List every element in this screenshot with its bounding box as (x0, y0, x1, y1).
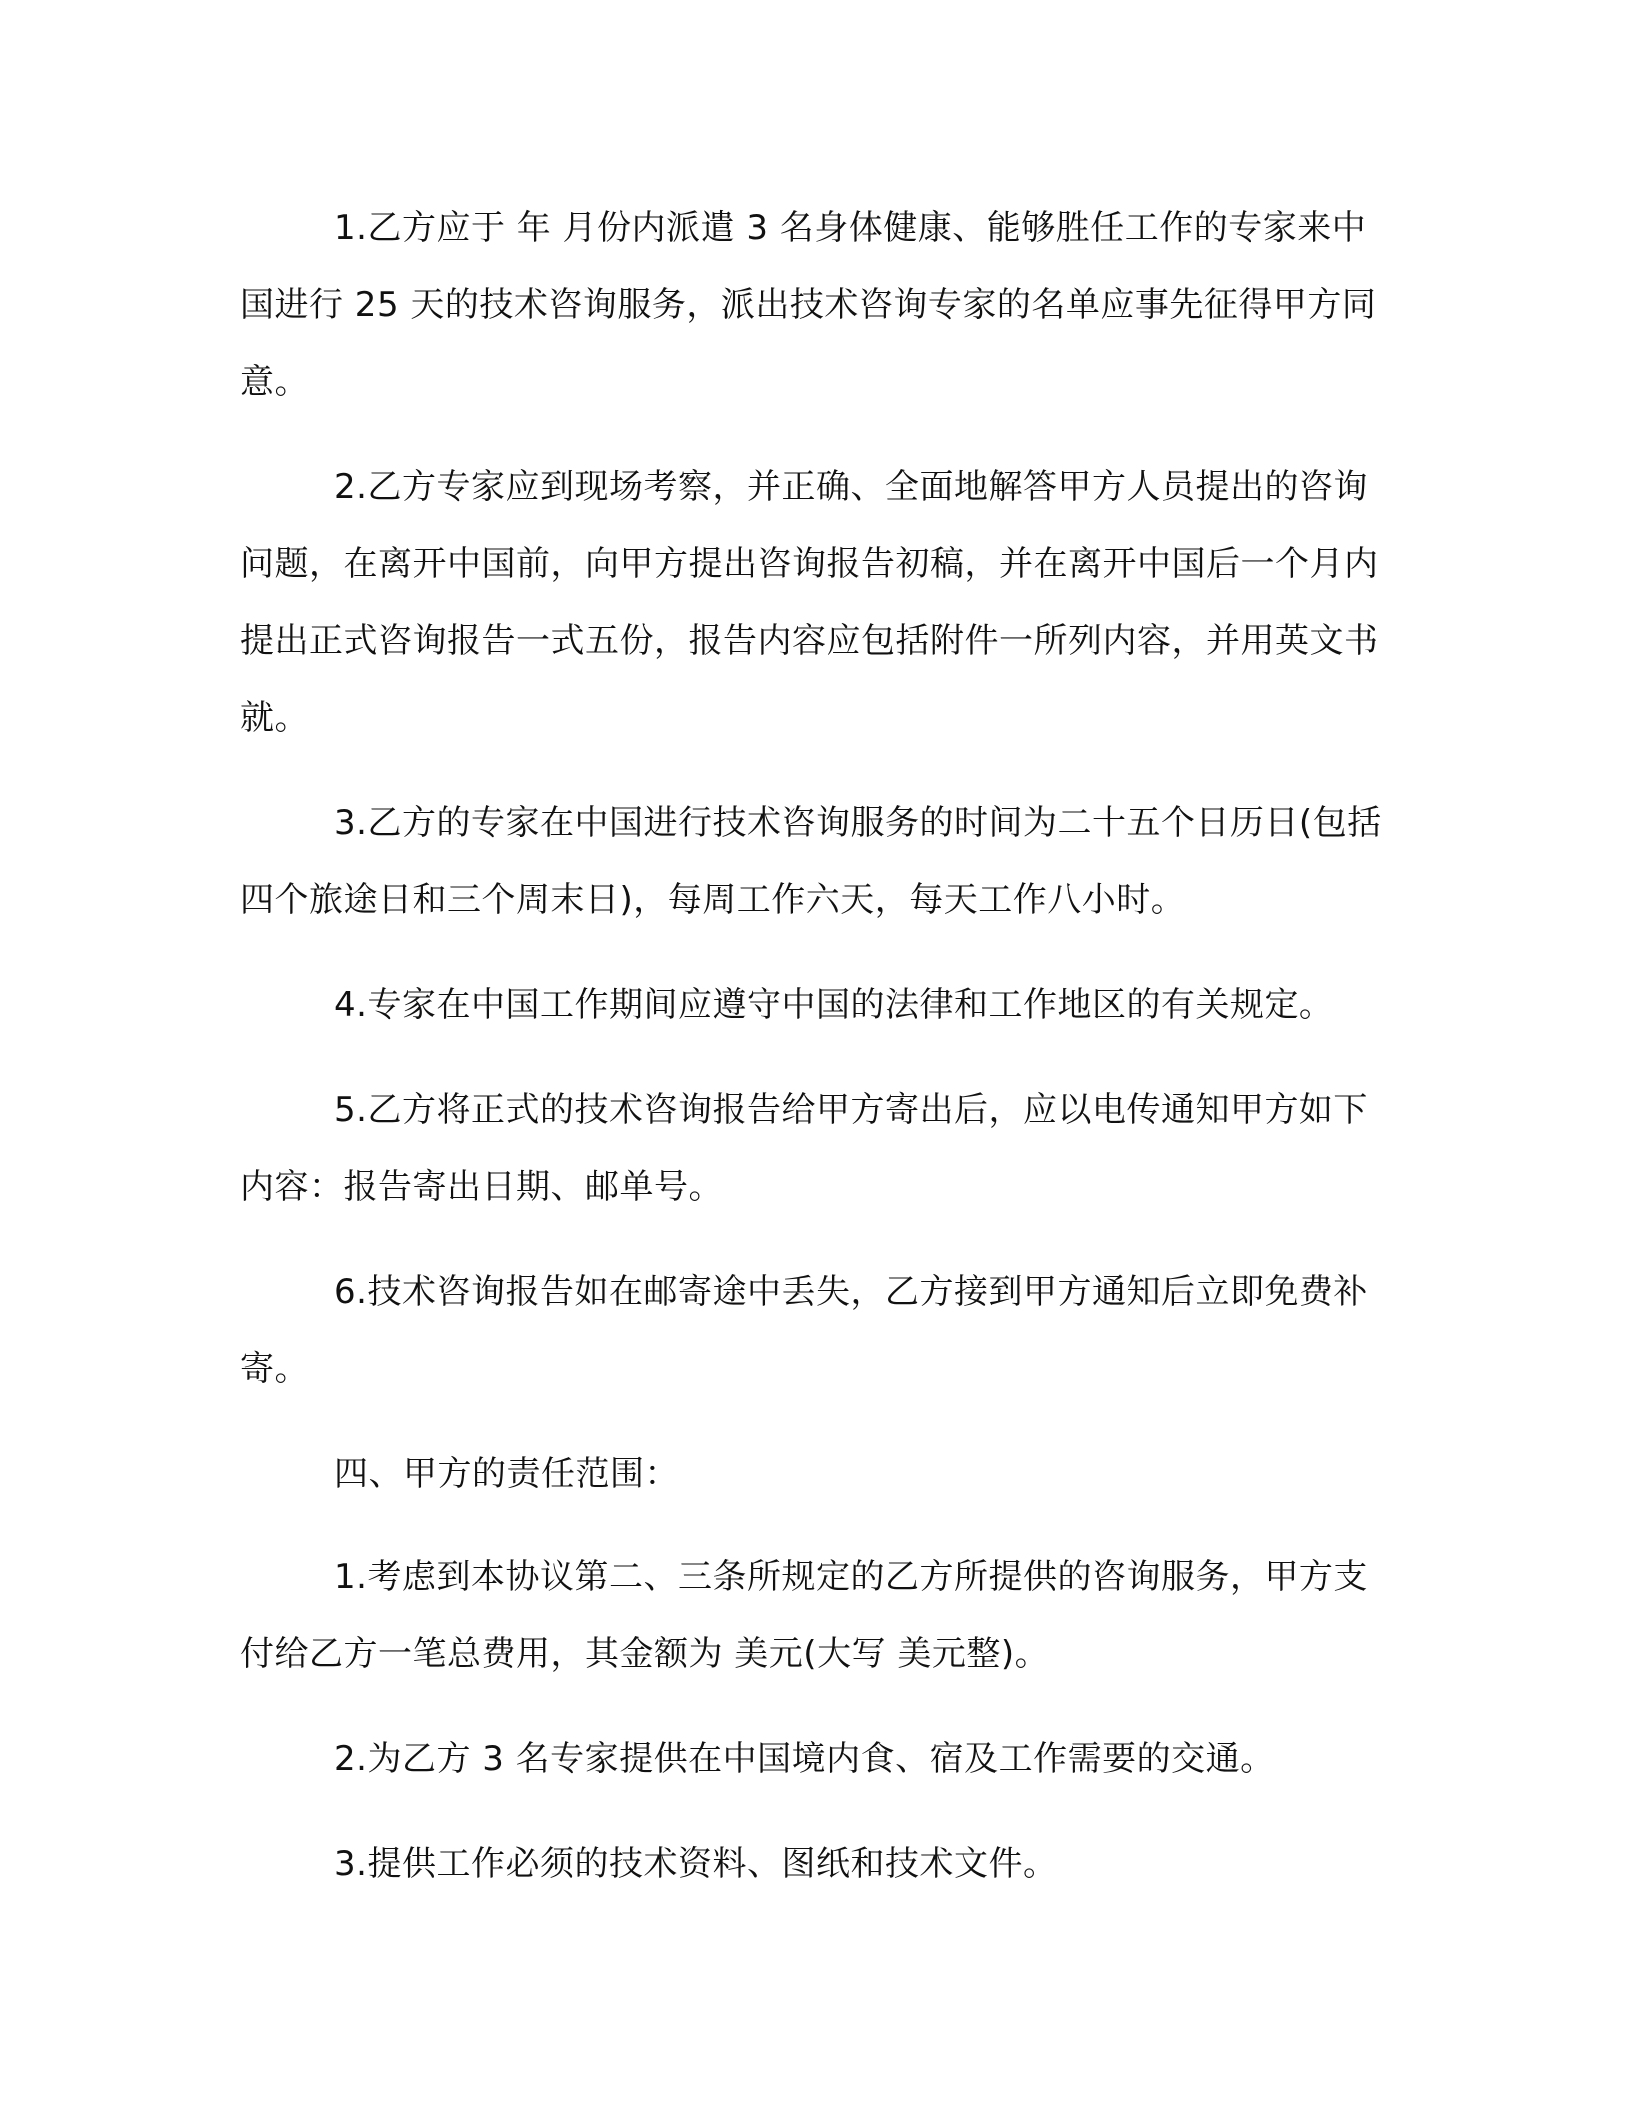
paragraph-total-fee: 1.考虑到本协议第二、三条所规定的乙方所提供的咨询服务，甲方支付给乙方一笔总费用，其金额为 美元(大写 美元整)。 (240, 1557, 1368, 1674)
paragraph-comply-with-laws: 4.专家在中国工作期间应遵守中国的法律和工作地区的有关规定。 (334, 985, 1334, 1025)
paragraph-gap (240, 421, 1390, 449)
document-body (240, 190, 1390, 1903)
paragraph-gap (240, 1226, 1390, 1254)
paragraph-site-inspection-report: 2.乙方专家应到现场考察，并正确、全面地解答甲方人员提出的咨询问题，在离开中国前，向甲方提出咨询报告初稿，并在离开中国后一个月内提出正式咨询报告一式五份，报告内容应包括附件一所列内容，并用英文书就。 (240, 467, 1379, 738)
paragraph-gap (240, 1798, 1390, 1826)
paragraph-gap (240, 1513, 1390, 1539)
paragraph-gap (240, 1044, 1390, 1072)
paragraph-gap (240, 939, 1390, 967)
section-heading-party-a-responsibilities: 四、甲方的责任范围： (334, 1454, 679, 1494)
paragraph-party-b-dispatch-experts: 1.乙方应于 年 月份内派遣 3 名身体健康、能够胜任工作的专家来中国进行 25 天的技术咨询服务，派出技术咨询专家的名单应事先征得甲方同意。 (240, 208, 1377, 402)
paragraph-lost-report-resend: 6.技术咨询报告如在邮寄途中丢失，乙方接到甲方通知后立即免费补寄。 (240, 1272, 1368, 1389)
paragraph-technical-documents: 3.提供工作必须的技术资料、图纸和技术文件。 (334, 1844, 1058, 1884)
paragraph-board-lodging-transport: 2.为乙方 3 名专家提供在中国境内食、宿及工作需要的交通。 (334, 1739, 1275, 1779)
paragraph-telex-notification: 5.乙方将正式的技术咨询报告给甲方寄出后，应以电传通知甲方如下内容：报告寄出日期、邮单号。 (240, 1090, 1368, 1207)
paragraph-service-duration: 3.乙方的专家在中国进行技术咨询服务的时间为二十五个日历日(包括四个旅途日和三个周末日)，每周工作六天，每天工作八小时。 (240, 803, 1382, 920)
paragraph-gap (240, 1693, 1390, 1721)
paragraph-gap (240, 757, 1390, 785)
paragraph-gap (240, 1408, 1390, 1436)
